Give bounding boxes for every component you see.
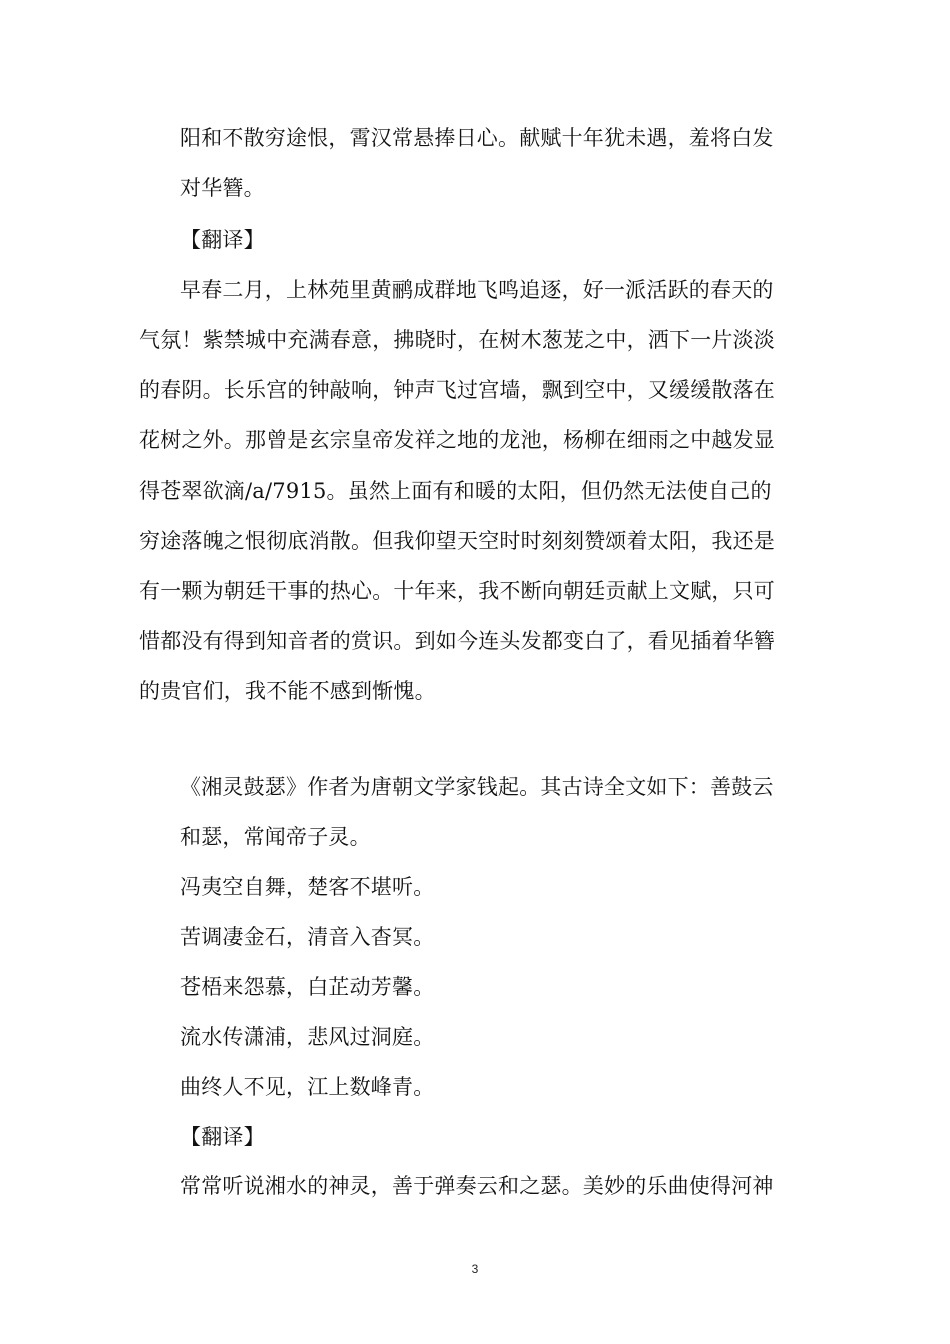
translation1-line-1: 早春二月，上林苑里黄鹂成群地飞鸣追逐，好一派活跃的春天的 (180, 278, 774, 302)
translation1-line-5: 得苍翠欲滴/a/7915。虽然上面有和暖的太阳，但仍然无法使自己的 (139, 479, 772, 503)
poem2-line-1: 《湘灵鼓瑟》作者为唐朝文学家钱起。其古诗全文如下：善鼓云 (180, 775, 774, 799)
translation1-line-9: 的贵官们，我不能不感到惭愧。 (139, 679, 436, 703)
poem1-line-2: 对华簪。 (180, 176, 265, 200)
poem2-line-3: 冯夷空自舞，楚客不堪听。 (180, 875, 435, 899)
page-number: 3 (471, 1262, 479, 1276)
poem2-line-4: 苦调凄金石，清音入杳冥。 (180, 925, 435, 949)
translation2-label: 【翻译】 (180, 1125, 265, 1149)
poem2-line-5: 苍梧来怨慕，白芷动芳馨。 (180, 975, 435, 999)
poem2-line-6: 流水传潇浦，悲风过洞庭。 (180, 1025, 435, 1049)
translation1-line-4: 花树之外。那曾是玄宗皇帝发祥之地的龙池，杨柳在细雨之中越发显 (139, 428, 775, 452)
translation1-line-6: 穷途落魄之恨彻底消散。但我仰望天空时时刻刻赞颂着太阳，我还是 (139, 529, 775, 553)
translation2-line-1: 常常听说湘水的神灵，善于弹奏云和之瑟。美妙的乐曲使得河神 (180, 1174, 774, 1198)
translation1-line-8: 惜都没有得到知音者的赏识。到如今连头发都变白了，看见插着华簪 (139, 629, 775, 653)
poem1-line-1: 阳和不散穷途恨，霄汉常悬捧日心。献赋十年犹未遇，羞将白发 (180, 126, 774, 150)
poem2-line-7: 曲终人不见，江上数峰青。 (180, 1075, 435, 1099)
translation1-label: 【翻译】 (180, 228, 265, 252)
poem2-line-2: 和瑟，常闻帝子灵。 (180, 825, 371, 849)
translation1-line-7: 有一颗为朝廷干事的热心。十年来，我不断向朝廷贡献上文赋，只可 (139, 579, 775, 603)
translation1-line-2: 气氛！紫禁城中充满春意，拂晓时，在树木葱茏之中，洒下一片淡淡 (139, 328, 775, 352)
translation1-line-3: 的春阴。长乐宫的钟敲响，钟声飞过宫墙，飘到空中，又缓缓散落在 (139, 378, 775, 402)
